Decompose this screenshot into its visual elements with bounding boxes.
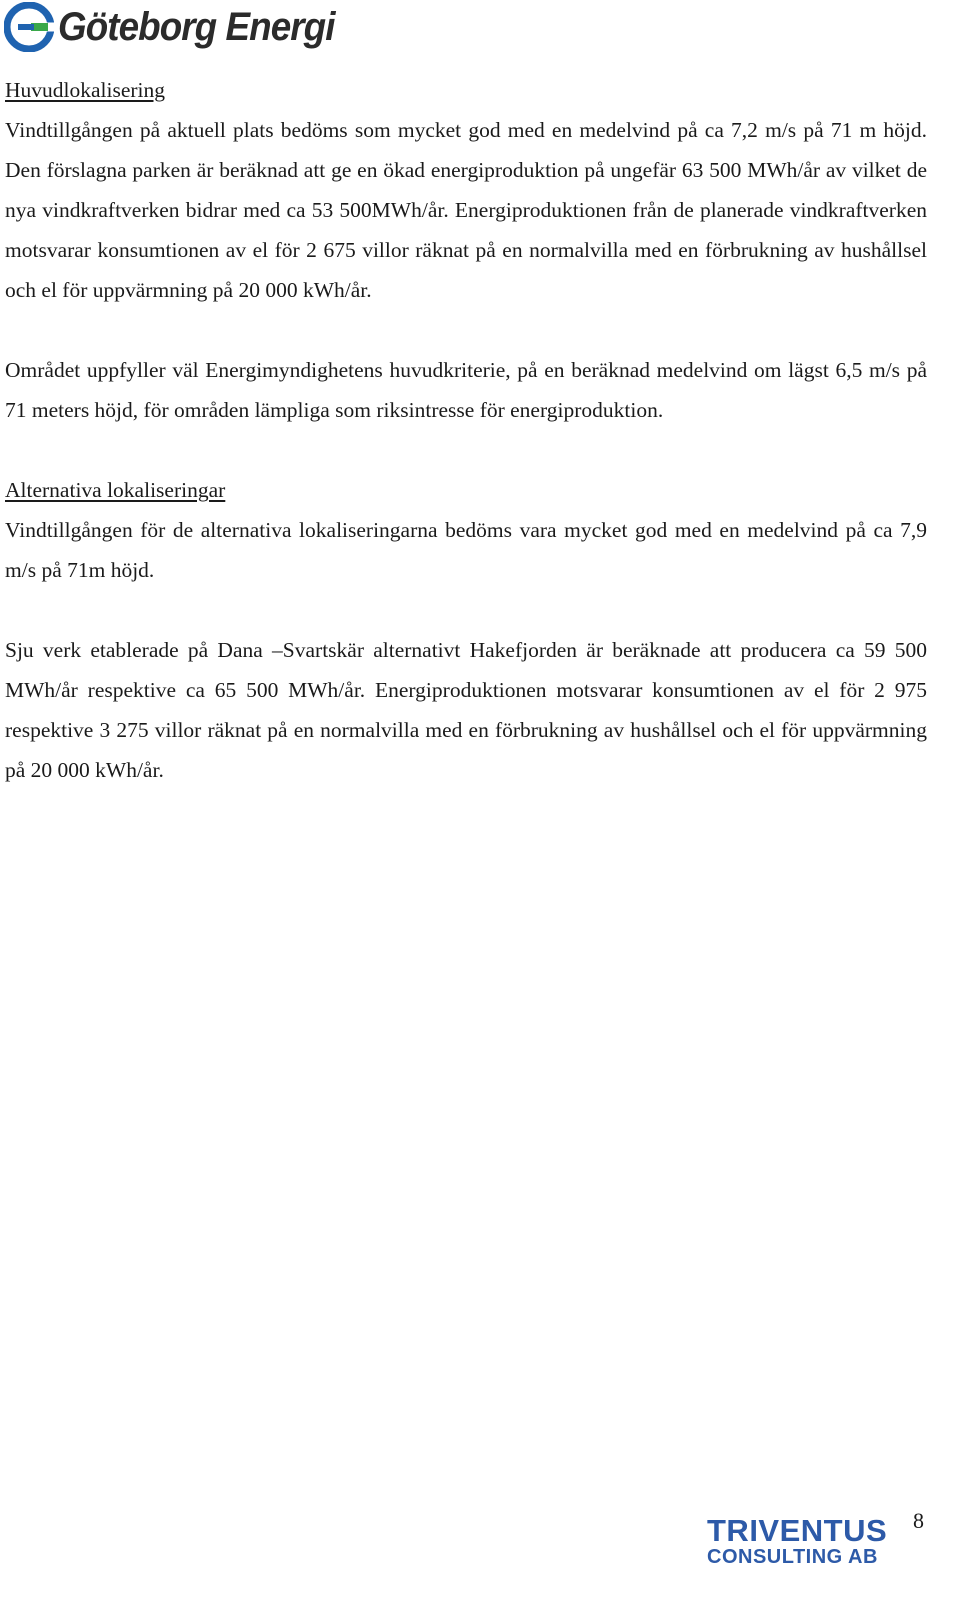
paragraph-alternative-production: Sju verk etablerade på Dana –Svartskär alternativt Hakefjorden är beräknade att producera ca 59 500 MWh/år respektive ca 65 500 MWh/år. Energiproduktionen motsvarar konsumtionen av el för 2 975 respektive 3 275 villor räknat på en normalvilla med en förbrukning av hushållsel och el för uppvärmning på 20 000 kWh/år.: [5, 638, 927, 782]
paragraph-main-location-criteria: Området uppfyller väl Energimyndighetens huvudkriterie, på en beräknad medelvind om lägst 6,5 m/s på 71 meters höjd, för områden lämpliga som riksintresse för energiproduktion.: [5, 358, 927, 422]
triventus-logo-line2: CONSULTING AB: [707, 1546, 878, 1568]
goteborg-energi-logo-icon: [4, 2, 54, 52]
page-number: 8: [913, 1508, 924, 1533]
paragraph-main-location-wind: Vindtillgången på aktuell plats bedöms som mycket god med en medelvind på ca 7,2 m/s på 71 m höjd. Den förslagna parken är beräknad att ge en ökad energiproduktion på ungefär 63 500 MWh/år av vilket de nya vindkraftverken bidrar med ca 53 500MWh/år. Energiproduktionen från de planerade vindkraftverken motsvarar konsumtionen av el för 2 675 villor räknat på en normalvilla med en förbrukning av hushållsel och el för uppvärmning på 20 000 kWh/år.: [5, 118, 927, 302]
triventus-logo-line1: TRIVENTUS: [707, 1513, 888, 1548]
paragraph-spacer: [5, 310, 927, 350]
paragraph-alternative-wind: Vindtillgången för de alternativa lokaliseringarna bedöms vara mycket god med en medelvind på ca 7,9 m/s på 71m höjd.: [5, 518, 927, 582]
section-heading-alternative-locations: Alternativa lokaliseringar: [5, 478, 226, 502]
document-body: [5, 70, 927, 790]
paragraph-spacer: [5, 590, 927, 630]
company-logo: [4, 2, 359, 52]
section-heading-main-location: Huvudlokalisering: [5, 78, 166, 102]
triventus-logo: [707, 1515, 887, 1567]
paragraph-spacer: [5, 430, 927, 470]
logo-text: Göteborg Energi: [58, 4, 335, 49]
